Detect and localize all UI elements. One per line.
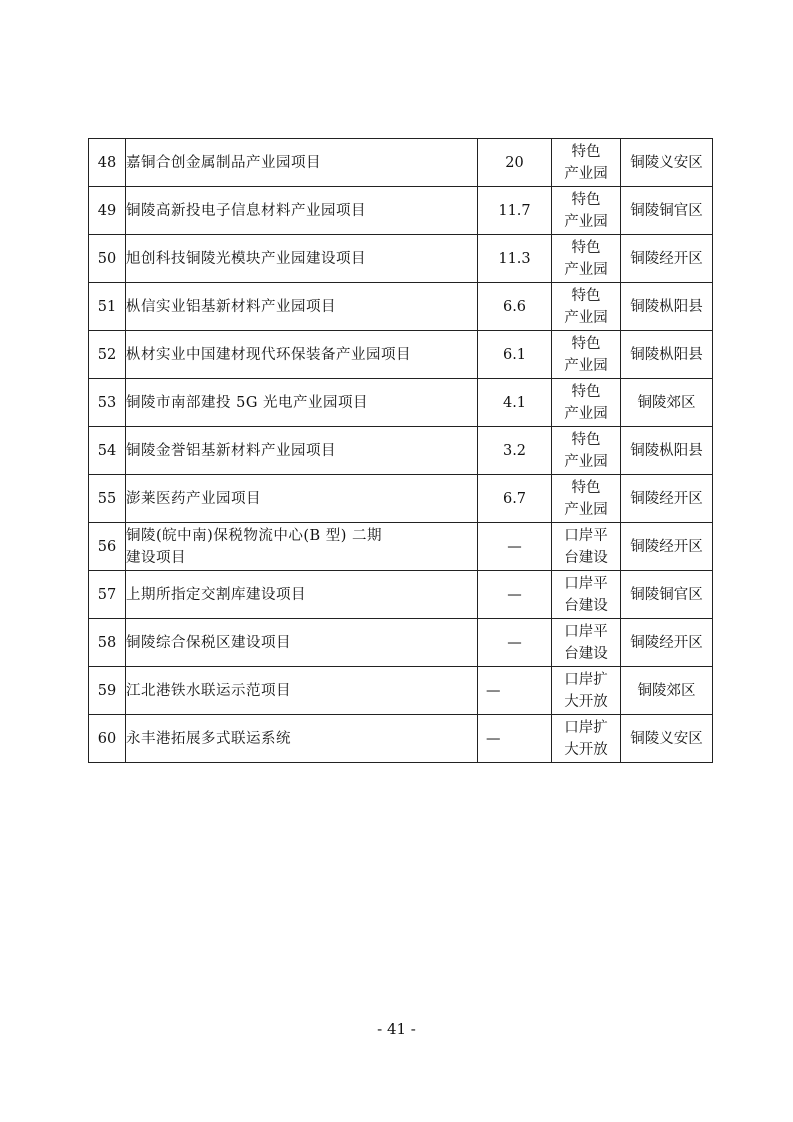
project-name-line: 枞信实业铝基新材料产业园项目 xyxy=(126,298,336,315)
project-name xyxy=(126,571,478,619)
investment-amount: 6.6 xyxy=(478,283,552,331)
project-type-line: 产业园 xyxy=(564,357,608,374)
project-location: 铜陵经开区 xyxy=(621,619,713,667)
investment-amount: — xyxy=(478,619,552,667)
project-name-line: 枞材实业中国建材现代环保装备产业园项目 xyxy=(126,346,411,363)
project-location: 铜陵枞阳县 xyxy=(621,427,713,475)
project-location: 铜陵义安区 xyxy=(621,715,713,763)
project-location: 铜陵枞阳县 xyxy=(621,283,713,331)
project-location: 铜陵经开区 xyxy=(621,235,713,283)
project-location: 铜陵铜官区 xyxy=(621,571,713,619)
project-name-line: 铜陵金誉铝基新材料产业园项目 xyxy=(126,442,336,459)
project-name-line: 上期所指定交割库建设项目 xyxy=(126,586,306,603)
project-name xyxy=(126,283,478,331)
investment-amount: 6.1 xyxy=(478,331,552,379)
project-type-line: 特色 xyxy=(571,383,601,400)
project-type-line: 台建设 xyxy=(564,549,608,566)
project-name-line: 江北港铁水联运示范项目 xyxy=(126,682,291,699)
investment-amount: 20 xyxy=(478,139,552,187)
project-type xyxy=(552,187,621,235)
project-name-line: 铜陵综合保税区建设项目 xyxy=(126,634,291,651)
project-type xyxy=(552,379,621,427)
project-type-line: 口岸扩 xyxy=(564,671,608,688)
project-type-line: 口岸扩 xyxy=(564,719,608,736)
project-location: 铜陵枞阳县 xyxy=(621,331,713,379)
table-row xyxy=(89,187,713,235)
project-name xyxy=(126,427,478,475)
project-name xyxy=(126,619,478,667)
row-number: 48 xyxy=(89,139,126,187)
page-number: - 41 - xyxy=(377,1020,416,1038)
project-name xyxy=(126,379,478,427)
project-type-line: 大开放 xyxy=(564,693,608,710)
project-type-line: 产业园 xyxy=(564,165,608,182)
project-type xyxy=(552,235,621,283)
table-row xyxy=(89,619,713,667)
table-row xyxy=(89,283,713,331)
investment-amount: 6.7 xyxy=(478,475,552,523)
row-number: 59 xyxy=(89,667,126,715)
row-number: 51 xyxy=(89,283,126,331)
project-location: 铜陵义安区 xyxy=(621,139,713,187)
project-type-line: 特色 xyxy=(571,287,601,304)
project-name xyxy=(126,475,478,523)
table-row xyxy=(89,427,713,475)
investment-amount: — xyxy=(478,571,552,619)
project-type xyxy=(552,283,621,331)
investment-amount: 3.2 xyxy=(478,427,552,475)
project-location: 铜陵郊区 xyxy=(621,379,713,427)
row-number: 56 xyxy=(89,523,126,571)
project-type-line: 产业园 xyxy=(564,453,608,470)
project-name xyxy=(126,331,478,379)
project-type xyxy=(552,571,621,619)
project-type xyxy=(552,523,621,571)
project-name xyxy=(126,715,478,763)
project-name-line: 旭创科技铜陵光模块产业园建设项目 xyxy=(126,250,366,267)
row-number: 50 xyxy=(89,235,126,283)
project-type-line: 大开放 xyxy=(564,741,608,758)
project-type-line: 台建设 xyxy=(564,597,608,614)
project-type xyxy=(552,667,621,715)
project-type xyxy=(552,427,621,475)
project-type-line: 口岸平 xyxy=(564,575,608,592)
row-number: 58 xyxy=(89,619,126,667)
project-name xyxy=(126,139,478,187)
row-number: 60 xyxy=(89,715,126,763)
project-type-line: 特色 xyxy=(571,431,601,448)
project-name xyxy=(126,187,478,235)
project-name-line: 铜陵高新投电子信息材料产业园项目 xyxy=(126,202,366,219)
project-type-line: 台建设 xyxy=(564,645,608,662)
project-name-line: 澎莱医药产业园项目 xyxy=(126,490,261,507)
table-row xyxy=(89,379,713,427)
project-name xyxy=(126,235,478,283)
project-type xyxy=(552,475,621,523)
project-type-line: 口岸平 xyxy=(564,623,608,640)
project-name-line: 建设项目 xyxy=(126,549,186,566)
table-row xyxy=(89,523,713,571)
project-type-line: 产业园 xyxy=(564,405,608,422)
investment-amount: — xyxy=(478,523,552,571)
row-number: 53 xyxy=(89,379,126,427)
project-type xyxy=(552,619,621,667)
project-name-line: 嘉铜合创金属制品产业园项目 xyxy=(126,154,321,171)
table-row xyxy=(89,571,713,619)
table-row xyxy=(89,715,713,763)
project-name-line: 铜陵(皖中南)保税物流中心(B 型) 二期 xyxy=(126,527,383,544)
table-body xyxy=(89,139,713,763)
project-type-line: 产业园 xyxy=(564,261,608,278)
project-type-line: 特色 xyxy=(571,239,601,256)
table-row xyxy=(89,475,713,523)
project-type-line: 口岸平 xyxy=(564,527,608,544)
project-type-line: 产业园 xyxy=(564,309,608,326)
investment-amount: — xyxy=(478,715,552,763)
row-number: 55 xyxy=(89,475,126,523)
row-number: 52 xyxy=(89,331,126,379)
project-location: 铜陵经开区 xyxy=(621,475,713,523)
project-location: 铜陵郊区 xyxy=(621,667,713,715)
project-type-line: 产业园 xyxy=(564,501,608,518)
project-type-line: 特色 xyxy=(571,335,601,352)
investment-amount: 4.1 xyxy=(478,379,552,427)
investment-amount: 11.7 xyxy=(478,187,552,235)
project-name xyxy=(126,523,478,571)
table-row xyxy=(89,331,713,379)
row-number: 49 xyxy=(89,187,126,235)
project-type xyxy=(552,139,621,187)
project-type-line: 特色 xyxy=(571,191,601,208)
project-type xyxy=(552,331,621,379)
project-type-line: 特色 xyxy=(571,479,601,496)
investment-amount: 11.3 xyxy=(478,235,552,283)
project-location: 铜陵铜官区 xyxy=(621,187,713,235)
table-row xyxy=(89,235,713,283)
project-name-line: 铜陵市南部建投 5G 光电产业园项目 xyxy=(126,394,369,411)
project-type xyxy=(552,715,621,763)
row-number: 54 xyxy=(89,427,126,475)
row-number: 57 xyxy=(89,571,126,619)
project-name xyxy=(126,667,478,715)
project-name-line: 永丰港拓展多式联运系统 xyxy=(126,730,291,747)
table-row xyxy=(89,139,713,187)
project-type-line: 产业园 xyxy=(564,213,608,230)
project-type-line: 特色 xyxy=(571,143,601,160)
projects-table xyxy=(88,138,713,763)
table-row xyxy=(89,667,713,715)
project-location: 铜陵经开区 xyxy=(621,523,713,571)
investment-amount: — xyxy=(478,667,552,715)
